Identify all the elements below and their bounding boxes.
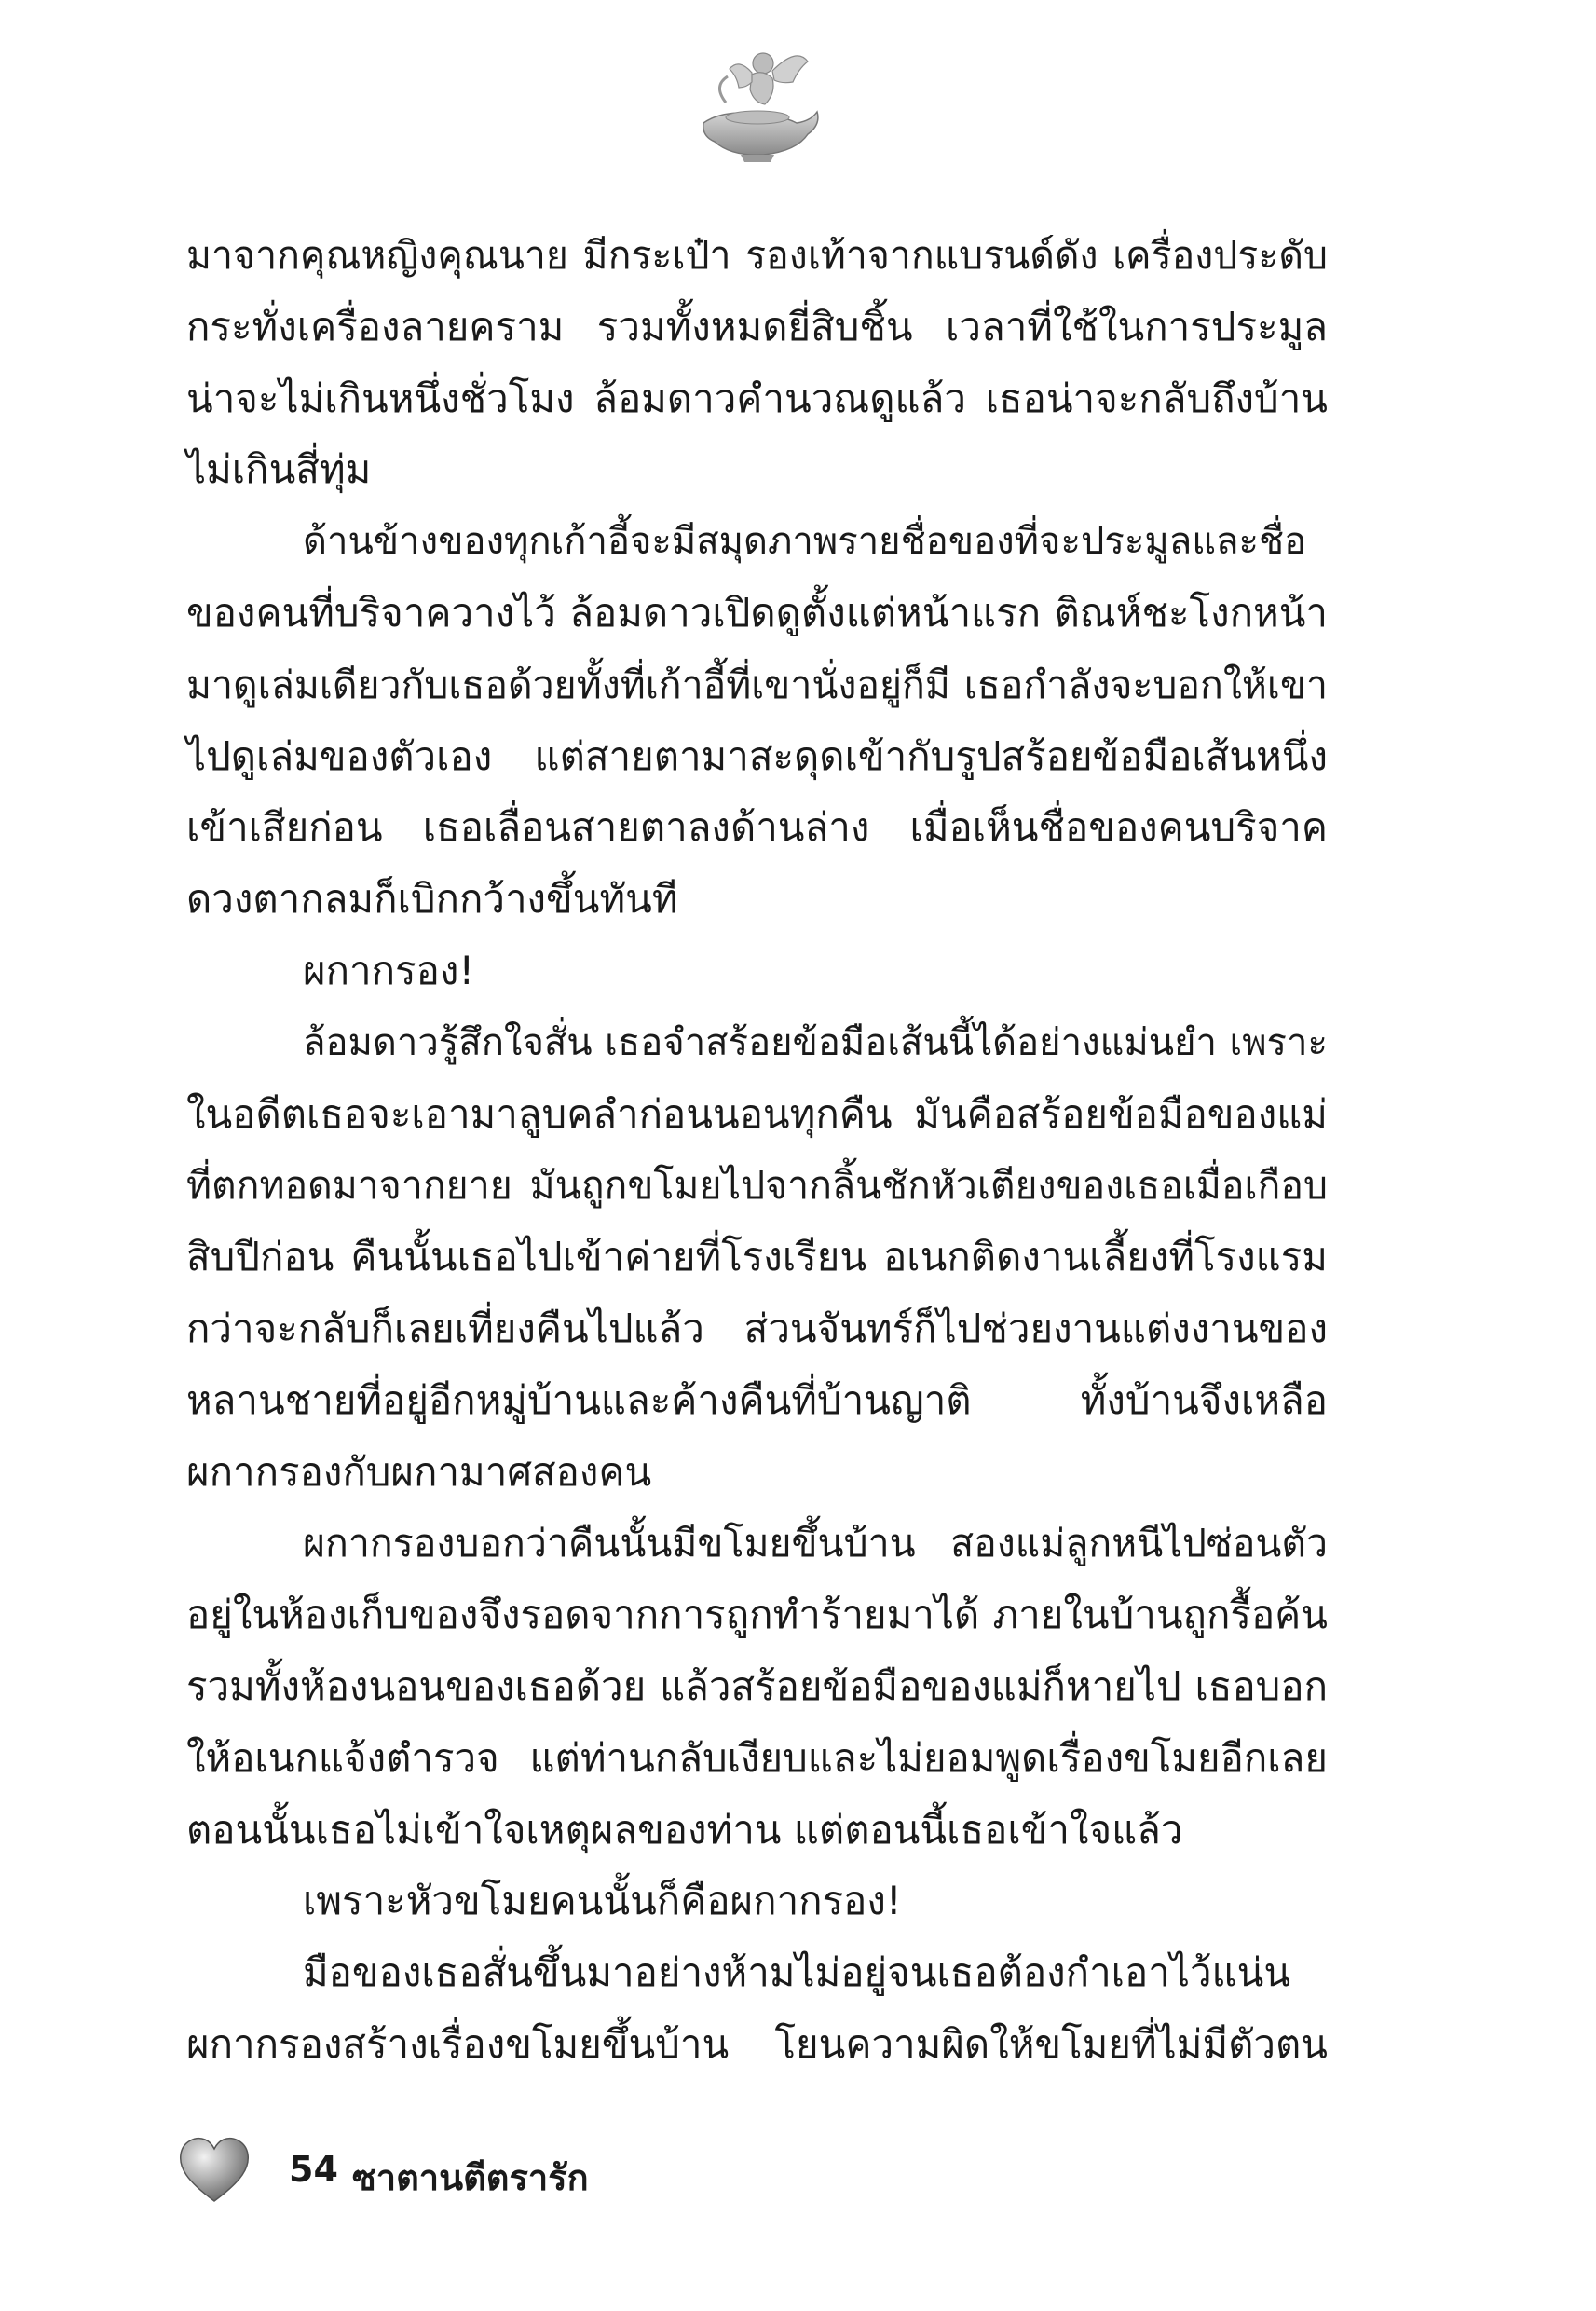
text-line: ของคนที่บริจาควางไว้ ล้อมดาวเปิดดูตั้งแต่หน้าแรก ติณห์ชะโงกหน้า: [186, 589, 1328, 636]
cupid-teapot-ornament-icon: [685, 37, 825, 168]
text-line: ผกากรองกับผกามาศสองคน: [186, 1448, 652, 1495]
text-line: ตอนนั้นเธอไม่เข้าใจเหตุผลของท่าน แต่ตอนนี้เธอเข้าใจแล้ว: [186, 1806, 1183, 1853]
text-line: ผกากรอง!: [303, 947, 475, 993]
body-text: [186, 220, 1328, 2081]
text-line: ล้อมดาวรู้สึกใจสั่น เธอจำสร้อยข้อมือเส้นนี้ได้อย่างแม่นยำ เพราะ: [303, 1020, 1328, 1064]
text-line: กระทั่งเครื่องลายคราม รวมทั้งหมดยี่สิบชิ้น เวลาที่ใช้ในการประมูล: [186, 303, 1328, 349]
text-line: ผกากรองบอกว่าคืนนั้นมีขโมยขึ้นบ้าน สองแม่ลูกหนีไปซ่อนตัว: [303, 1521, 1328, 1566]
text-line: หลานชายที่อยู่อีกหมู่บ้านและค้างคืนที่บ้านญาติ ทั้งบ้านจึงเหลือ: [186, 1376, 1328, 1423]
text-line: อยู่ในห้องเก็บของจึงรอดจากการถูกทำร้ายมาได้ ภายในบ้านถูกรื้อค้น: [186, 1592, 1328, 1638]
page-footer: [177, 2134, 922, 2218]
text-line: มาจากคุณหญิงคุณนาย มีกระเป๋า รองเท้าจากแบรนด์ดัง เครื่องประดับ: [186, 233, 1328, 278]
text-line: ให้อเนกแจ้งตำรวจ แต่ท่านกลับเงียบและไม่ยอมพูดเรื่องขโมยอีกเลย: [186, 1734, 1328, 1781]
text-line: ที่ตกทอดมาจากยาย มันถูกขโมยไปจากลิ้นชักหัวเตียงของเธอเมื่อเกือบ: [186, 1163, 1328, 1209]
heart-icon: [177, 2134, 252, 2205]
text-line: เพราะหัวขโมยคนนั้นก็คือผกากรอง!: [303, 1878, 902, 1924]
text-line: เข้าเสียก่อน เธอเลื่อนสายตาลงด้านล่าง เมื่อเห็นชื่อของคนบริจาค: [186, 804, 1328, 851]
text-line: ไม่เกินสี่ทุ่ม: [186, 446, 372, 493]
text-line: สิบปีก่อน คืนนั้นเธอไปเข้าค่ายที่โรงเรียน อเนกติดงานเลี้ยงที่โรงแรม: [186, 1234, 1328, 1280]
text-line: ในอดีตเธอจะเอามาลูบคลำก่อนนอนทุกคืน มันคือสร้อยข้อมือของแม่: [186, 1090, 1328, 1137]
page-number: 54: [289, 2149, 338, 2190]
text-line: ไปดูเล่มของตัวเอง แต่สายตามาสะดุดเข้ากับรูปสร้อยข้อมือเส้นหนึ่ง: [186, 732, 1328, 779]
text-line: มือของเธอสั่นขึ้นมาอย่างห้ามไม่อยู่จนเธอต้องกำเอาไว้แน่น: [303, 1949, 1291, 1996]
text-line: มาดูเล่มเดียวกับเธอด้วยทั้งที่เก้าอี้ที่เขานั่งอยู่ก็มี เธอกำลังจะบอกให้เขา: [186, 662, 1328, 707]
text-line: ด้านข้างของทุกเก้าอี้จะมีสมุดภาพรายชื่อของที่จะประมูลและชื่อ: [303, 520, 1307, 564]
text-line: รวมทั้งห้องนอนของเธอด้วย แล้วสร้อยข้อมือของแม่ก็หายไป เธอบอก: [186, 1662, 1328, 1709]
text-line: กว่าจะกลับก็เลยเที่ยงคืนไปแล้ว ส่วนจันทร์ก็ไปช่วยงานแต่งงานของ: [186, 1305, 1328, 1351]
text-line: ดวงตากลมก็เบิกกว้างขึ้นทันที: [186, 876, 678, 923]
text-line: ผกากรองสร้างเรื่องขโมยขึ้นบ้าน โยนความผิดให้ขโมยที่ไม่มีตัวตน: [186, 2020, 1328, 2067]
book-title: ซาตานตีตรารัก: [352, 2157, 589, 2198]
text-line: น่าจะไม่เกินหนึ่งชั่วโมง ล้อมดาวคำนวณดูแล้ว เธอน่าจะกลับถึงบ้าน: [186, 375, 1328, 421]
